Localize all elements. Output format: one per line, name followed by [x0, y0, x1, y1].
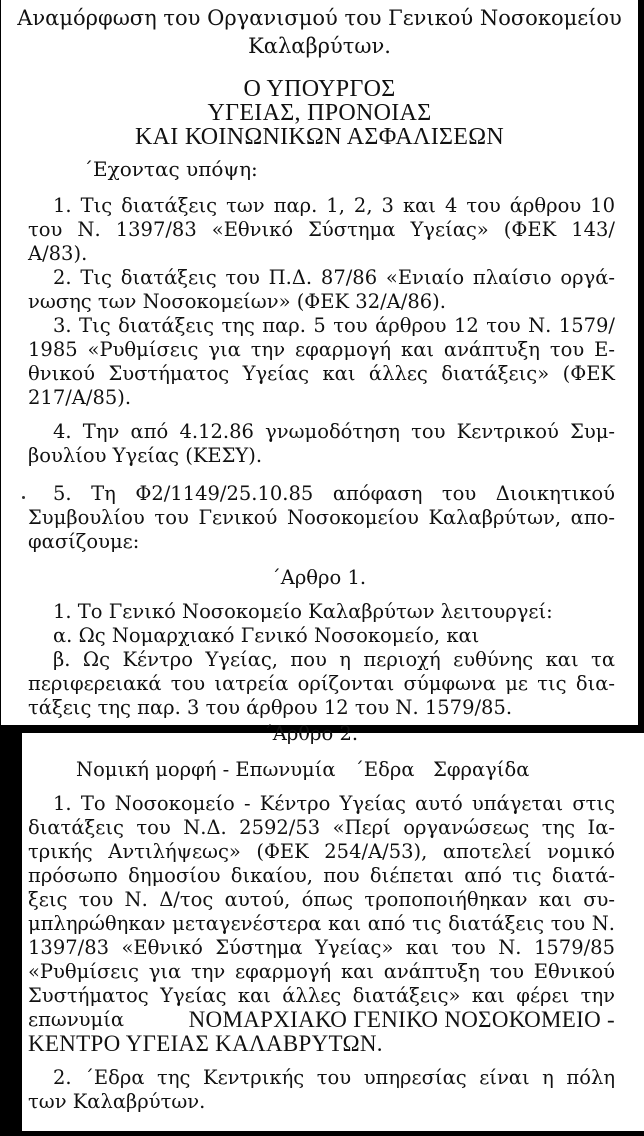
hospital-name-line-1 [28, 1008, 615, 1032]
consideration-5-line-3: φασίζουμε: [28, 530, 140, 553]
article-1-line-4: περιφερειακά του ιατρεία ορίζονται σύμφωνα με τις δια- [28, 672, 615, 695]
consideration-1-line-2: του Ν. 1397/83 «Εθνικό Σύστημα Υγείας» (ΦΕΚ 143/ [28, 218, 615, 241]
hospital-name-line-2: ΚΕΝΤΡΟ ΥΓΕΙΑΣ ΚΑΛΑΒΡΥΤΩΝ. [28, 1031, 383, 1056]
print-speck [22, 496, 25, 499]
consideration-3-line-3: θνικού Συστήματος Υγείας και άλλες διατάξεις» (ΦΕΚ [28, 362, 615, 385]
consideration-2-line-1: 2. Τις διατάξεις του Π.Δ. 87/86 «Ενιαίο πλαίσιο οργά- [53, 266, 615, 289]
consideration-3-line-2: 1985 «Ρυθμίσεις για την εφαρμογή και ανάπτυξη του Ε- [28, 338, 615, 361]
article-2-para1-line-6: μπληρώθηκαν μεταγενέστερα και από τις διατάξεις του Ν. [28, 912, 615, 935]
article-2-section [22, 722, 644, 1131]
name-prefix: επωνυμία [28, 1008, 125, 1031]
consideration-4-line-1: 4. Την από 4.12.86 γνωμοδότηση του Κεντρικού Συμ- [53, 420, 615, 443]
consideration-4-line-2: βουλίου Υγείας (ΚΕΣΥ). [28, 444, 263, 467]
consideration-5-line-1: 5. Τη Φ2/1149/25.10.85 απόφαση του Διοικητικού [53, 482, 615, 505]
article-1-line-3: β. Ως Κέντρο Υγείας, που η περιοχή ευθύνης και τα [53, 648, 615, 671]
hospital-name-caps-1: ΝΟΜΑΡΧΙΑΚΟ ΓΕΝΙΚΟ ΝΟΣΟΚΟΜΕΙΟ - [188, 1007, 615, 1032]
consideration-5-line-2: Συμβουλίου του Γενικού Νοσοκομείου Καλαβρύτων, απο- [28, 506, 615, 529]
article-2-para1-line-7: 1397/83 «Εθνικό Σύστημα Υγείας» και του Ν. 1579/85 [28, 936, 615, 959]
article-2-para1-line-8: «Ρυθμίσεις για την εφαρμογή και ανάπτυξη του Εθνικού [28, 960, 615, 983]
article-1-line-5: τάξεις της παρ. 3 του άρθρου 12 του Ν. 1579/85. [28, 696, 513, 719]
consideration-1-line-1: 1. Τις διατάξεις των παρ. 1, 2, 3 και 4 του άρθρου 10 [53, 194, 615, 217]
article-2-heading: ΄Αρθρο 2. [263, 722, 359, 745]
article-2-para1-line-9: Συστήματος Υγείας και άλλες διατάξεις» και φέρει την [28, 984, 615, 1007]
authority-line-3: ΚΑΙ ΚΟΙΝΩΝΙΚΩΝ ΑΣΦΑΛΙΣΕΩΝ [134, 124, 505, 150]
article-2-para1-line-2: διατάξεις του Ν.Δ. 2592/53 «Περί οργανώσεως της Ια- [28, 816, 615, 839]
consideration-3-line-1: 3. Τις διατάξεις της παρ. 5 του άρθρου 12 του Ν. 1579/ [53, 314, 615, 337]
authority-line-2: ΥΓΕΙΑΣ, ΠΡΟΝΟΙΑΣ [207, 100, 432, 126]
article-2-para1-line-1: 1. Το Νοσοκομείο - Κέντρο Υγείας αυτό υπάγεται στις [53, 792, 615, 815]
article-1-line-1: 1. Το Γενικό Νοσοκομείο Καλαβρύτων λειτουργεί: [53, 600, 553, 623]
article-2-para1-line-5: ξεις του Ν. Δ/τος αυτού, όπως τροποποιήθηκαν και συ- [28, 888, 615, 911]
consideration-2-line-2: νωσης των Νοσοκομείων» (ΦΕΚ 32/Α/86). [28, 290, 446, 313]
consideration-1-line-3: Α/83). [28, 242, 88, 265]
article-2-para2-line-2: των Καλαβρύτων. [28, 1090, 206, 1113]
article-1-line-2: α. Ως Νομαρχιακό Γενικό Νοσοκομείο, και [53, 624, 480, 647]
article-2-para2-line-1: 2. ΄Εδρα της Κεντρικής του υπηρεσίας είναι η πόλη [53, 1066, 615, 1089]
consideration-3-line-4: 217/Α/85). [28, 386, 132, 409]
preamble-intro: ΄Εχοντας υπόψη: [83, 157, 258, 181]
document-title-line-1: Αναμόρφωση του Οργανισμού του Γενικού Νοσοκομείου [17, 6, 622, 30]
authority-line-1: Ο ΥΠΟΥΡΓΟΣ [243, 76, 396, 102]
article-2-para1-line-3: τρικής Αντιλήψεως» (ΦΕΚ 254/Α/53), αποτελεί νομικό [28, 840, 615, 863]
document-title-line-2: Καλαβρύτων. [248, 34, 391, 58]
article-2-subheading: Νομική μορφή - Επωνυμία ΄Εδρα Σφραγίδα [76, 758, 530, 781]
article-2-para1-line-4: πρόσωπο δημοσίου δικαίου, που διέπεται από τις διατά- [28, 864, 615, 887]
article-1-heading: ΄Αρθρο 1. [271, 566, 367, 589]
